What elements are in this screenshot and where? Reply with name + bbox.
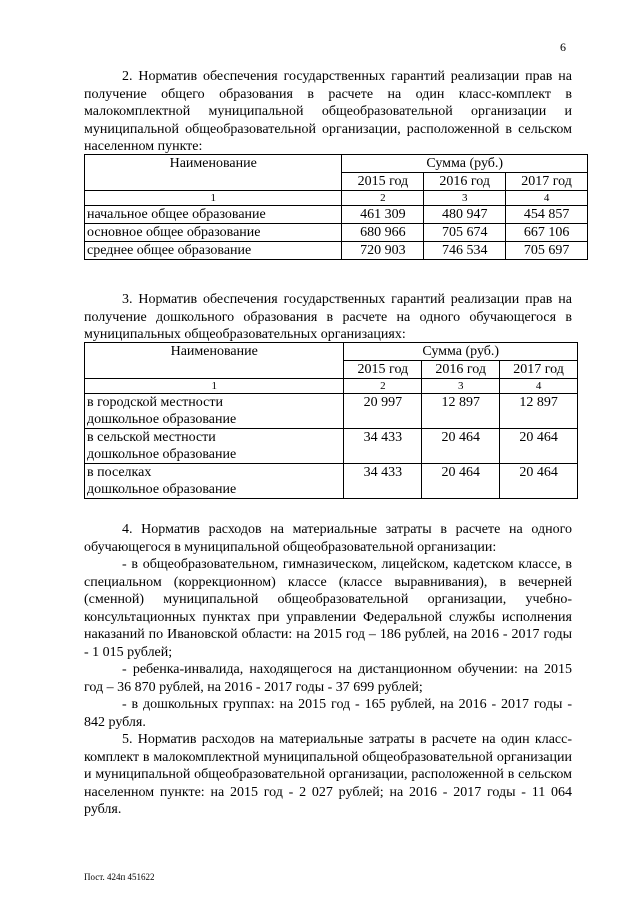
year-2016: 2016 год: [422, 361, 500, 379]
value-2015: 34 433: [344, 429, 422, 464]
table-row: [85, 224, 588, 242]
year-2015: 2015 год: [342, 173, 424, 191]
value-2016: 480 947: [424, 206, 506, 224]
document-footer: Пост. 424п 451622: [84, 872, 155, 882]
row-name: [85, 429, 344, 464]
row-name: основное общее образование: [85, 224, 342, 242]
value-2017: 20 464: [500, 464, 578, 499]
value-2016: 12 897: [422, 394, 500, 429]
header-sum: Сумма (руб.): [344, 343, 578, 361]
row-name-line1: в городской местности: [87, 395, 223, 410]
value-2016: 705 674: [424, 224, 506, 242]
value-2017: 12 897: [500, 394, 578, 429]
row-name: среднее общее образование: [85, 242, 342, 260]
table-row: [85, 429, 578, 464]
value-2016: 20 464: [422, 464, 500, 499]
header-name: Наименование: [85, 343, 344, 379]
col-number: 2: [344, 379, 422, 394]
value-2017: 705 697: [506, 242, 588, 260]
table-row: [85, 394, 578, 429]
header-sum: Сумма (руб.): [342, 155, 588, 173]
row-name-line1: в поселках: [87, 465, 152, 480]
value-2015: 720 903: [342, 242, 424, 260]
col-number: 4: [506, 191, 588, 206]
table-preschool-education: [84, 342, 578, 499]
section-4-item-2: - ребенка-инвалида, находящегося на дистанционном обучении: на 2015 год – 36 870 рублей, на 2016 - 2017 годы - 37 699 рублей;: [84, 662, 572, 695]
row-name-line2: дошкольное образование: [87, 447, 237, 462]
table-row: [85, 242, 588, 260]
col-number: 3: [424, 191, 506, 206]
page-number: 6: [560, 40, 566, 54]
table-row: [85, 464, 578, 499]
col-number: 3: [422, 379, 500, 394]
row-name: [85, 464, 344, 499]
value-2015: 34 433: [344, 464, 422, 499]
col-number: 1: [85, 379, 344, 394]
row-name: [85, 394, 344, 429]
col-number: 1: [85, 191, 342, 206]
value-2015: 20 997: [344, 394, 422, 429]
section-4-item-1: - в общеобразовательном, гимназическом, лицейском, кадетском классе, в специальном (коррекционном) классе (классе выравнивания), в вечерней (сменной) муниципальной общеобразовательной организации, учебно-консультационных пунктах при управлении Федеральной службы исполнения наказаний по Ивановской области: на 2015 год – 186 рублей, на 2016 - 2017 годы - 1 015 рублей;: [84, 557, 572, 660]
year-2016: 2016 год: [424, 173, 506, 191]
year-2017: 2017 год: [500, 361, 578, 379]
section-5-paragraph: 5. Норматив расходов на материальные затраты в расчете на один класс-комплект в малокомплектной муниципальной общеобразовательной организации и муниципальной общеобразовательной организации, расположенной в сельском населенном пункте: на 2015 год - 2 027 рублей; на 2016 - 2017 годы - 11 064 рубля.: [84, 732, 572, 817]
row-name-line1: в сельской местности: [87, 430, 216, 445]
section-4-intro: 4. Норматив расходов на материальные затраты в расчете на одного обучающегося в муниципальной общеобразовательной организации:: [84, 522, 572, 555]
row-name-line2: дошкольное образование: [87, 482, 237, 497]
value-2017: 454 857: [506, 206, 588, 224]
row-name: начальное общее образование: [85, 206, 342, 224]
section-4-item-3: - в дошкольных группах: на 2015 год - 165 рублей, на 2016 - 2017 годы - 842 рубля.: [84, 697, 572, 730]
section-3-paragraph: 3. Норматив обеспечения государственных гарантий реализации прав на получение дошкольного образования в расчете на одного обучающегося в муниципальных общеобразовательных организациях:: [84, 292, 572, 342]
value-2015: 680 966: [342, 224, 424, 242]
year-2015: 2015 год: [344, 361, 422, 379]
header-name: Наименование: [85, 155, 342, 191]
value-2016: 746 534: [424, 242, 506, 260]
row-name-line2: дошкольное образование: [87, 412, 237, 427]
col-number: 2: [342, 191, 424, 206]
col-number: 4: [500, 379, 578, 394]
year-2017: 2017 год: [506, 173, 588, 191]
value-2016: 20 464: [422, 429, 500, 464]
table-row: [85, 206, 588, 224]
table-general-education: [84, 154, 588, 260]
value-2015: 461 309: [342, 206, 424, 224]
section-2-paragraph: 2. Норматив обеспечения государственных гарантий реализации прав на получение общего образования в расчете на один класс-комплект в малокомплектной муниципальной общеобразовательной организации и муниципальной общеобразовательной организации, расположенной в сельском населенном пункте:: [84, 69, 572, 154]
value-2017: 667 106: [506, 224, 588, 242]
value-2017: 20 464: [500, 429, 578, 464]
